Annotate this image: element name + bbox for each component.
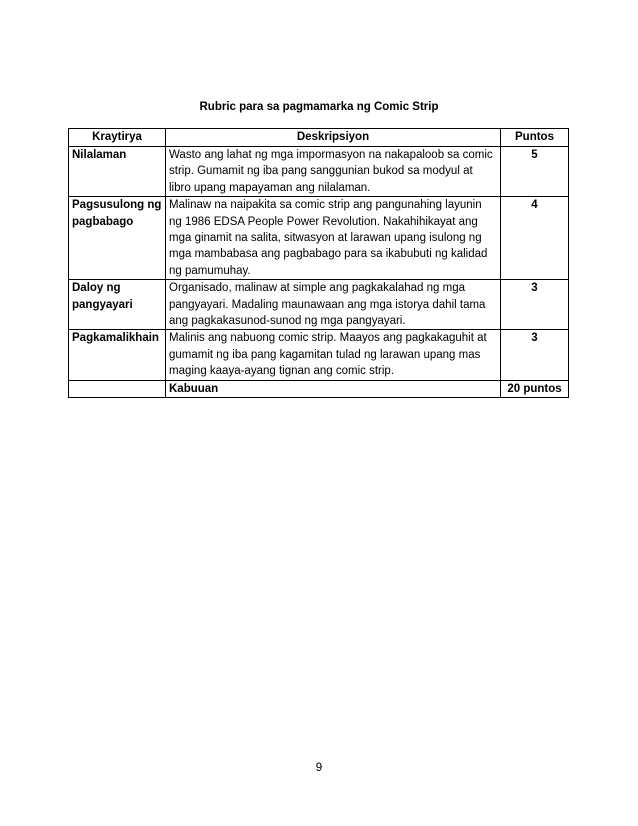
page-number: 9 [315,762,323,774]
table-row [69,330,569,380]
description-cell: Organisado, malinaw at simple ang pagkakalahad ng mga pangyayari. Madaling maunawaan ang mga istorya dahil tama ang pagkakasunod-sunod ng mga pangyayari. [166,280,501,330]
total-label: Kabuuan [166,380,501,397]
description-cell: Malinaw na naipakita sa comic strip ang pangunahing layunin ng 1986 EDSA People Power Revolution. Nakahihikayat ang mga ginamit na salita, sitwasyon at larawan upang isulong ng mga mambabasa ang pagbabago para sa ikabubuti ng kalidad ng pamumuhay. [166,197,501,280]
table-row [69,197,569,280]
points-cell: 3 [501,280,569,330]
total-row [69,380,569,397]
total-points: 20 puntos [501,380,569,397]
header-kraytirya: Kraytirya [69,129,166,147]
table-row [69,147,569,197]
criterion-cell: Nilalaman [69,147,166,197]
rubric-title: Rubric para sa pagmamarka ng Comic Strip [199,101,439,113]
criterion-cell: Pagsusulong ng pagbabago [69,197,166,280]
header-puntos: Puntos [501,129,569,147]
points-cell: 4 [501,197,569,280]
points-cell: 5 [501,147,569,197]
table-row [69,280,569,330]
description-cell: Malinis ang nabuong comic strip. Maayos ang pagkakaguhit at gumamit ng iba pang kagamitan tulad ng larawan upang mas maging kaaya-ayang tignan ang comic strip. [166,330,501,380]
criterion-cell: Pagkamalikhain [69,330,166,380]
criterion-cell: Daloy ng pangyayari [69,280,166,330]
description-cell: Wasto ang lahat ng mga impormasyon na nakapaloob sa comic strip. Gumamit ng iba pang sanggunian bukod sa modyul at libro upang mapayaman ang nilalaman. [166,147,501,197]
empty-cell [69,380,166,397]
header-deskripsiyon: Deskripsiyon [166,129,501,147]
table-header-row [69,129,569,147]
points-cell: 3 [501,330,569,380]
rubric-table [68,128,569,398]
